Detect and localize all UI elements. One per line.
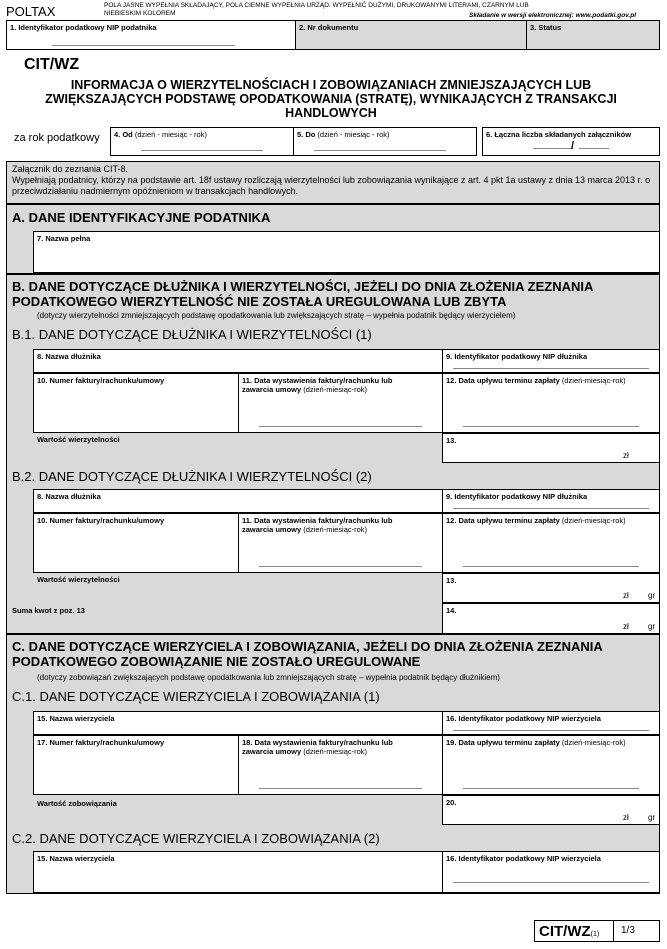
b2-zl: zł	[623, 591, 629, 600]
section-c-title: C. DANE DOTYCZĄCE WIERZYCIELA I ZOBOWIĄZANIA, JEŻELI DO DNIA ZŁOŻENIA ZEZNANIA PODATKOWEGO ZOBOWIĄZANIE NIE ZOSTAŁO UREGULOWANE	[12, 639, 603, 669]
footer-code: CIT/WZ	[539, 923, 591, 940]
b1-issue-date-field[interactable]	[238, 373, 443, 433]
b2-due-date-field[interactable]	[442, 513, 660, 573]
section-a-title: A. DANE IDENTYFIKACYJNE PODATNIKA	[12, 210, 271, 225]
sum-number: 14.	[446, 606, 457, 615]
section-a	[6, 204, 660, 274]
c1-title: C.1. DANE DOTYCZĄCE WIERZYCIELA I ZOBOWIĄZANIA (1)	[12, 689, 380, 704]
b1-invoice-no-field[interactable]	[33, 373, 239, 433]
b1-debtor-name-label: 8. Nazwa dłużnika	[37, 352, 101, 361]
b2-issue-date-field[interactable]	[238, 513, 443, 573]
sum-zl: zł	[623, 622, 629, 631]
year-label: za rok podatkowy	[14, 132, 100, 144]
brand: POLTAX	[6, 4, 56, 19]
c1-due-date-field[interactable]	[442, 735, 660, 795]
attachments-slash: /	[571, 140, 575, 152]
instructions: POLA JASNE WYPEŁNIA SKŁADAJĄCY, POLA CIEMNE WYPEŁNIA URZĄD. WYPEŁNIĆ DUŻYMI, DRUKOWANYMI LITERAMI, CZARNYM LUB NIEBIESKIM KOLOREM	[104, 2, 529, 17]
doc-no-field	[295, 20, 527, 50]
c1-gr: gr	[648, 813, 656, 822]
b2-debtor-name-label: 8. Nazwa dłużnika	[37, 492, 101, 501]
b2-due-date-label: 12. Data upływu terminu zapłaty	[446, 516, 560, 525]
date-from-hint: (dzień - miesiąc - rok)	[134, 130, 207, 139]
nip-field[interactable]	[6, 20, 296, 50]
footer-code-box	[534, 920, 660, 942]
full-name-label: 7. Nazwa pełna	[37, 234, 91, 243]
section-b-title: B. DANE DOTYCZĄCE DŁUŻNIKA I WIERZYTELNOŚCI, JEŻELI DO DNIA ZŁOŻENIA ZEZNANIA PODATKOWEGO WIERZYTELNOŚĆ NIE ZOSTAŁA UREGULOWANA LUB ZBYTA	[12, 279, 593, 309]
attachments-field[interactable]	[482, 127, 660, 156]
b2-debtor-nip-label: 9. Identyfikator podatkowy NIP dłużnika	[446, 492, 588, 501]
intro-line1: Załącznik do zeznania CIT-8.	[12, 164, 129, 174]
c1-invoice-no-label: 17. Numer faktury/rachunku/umowy	[37, 738, 165, 747]
attachments-label: 6. Łączna liczba składanych załączników	[486, 130, 632, 139]
b2-debtor-name-field[interactable]	[33, 489, 443, 513]
doc-no-label: 2. Nr dokumentu	[299, 23, 359, 32]
form-code: CIT/WZ	[24, 56, 80, 73]
section-c-subtitle: (dotyczy zobowiązań zwiększających podstawę opodatkowania lub zmniejszających stratę – wypełnia podatnik będący dłużnikiem)	[37, 673, 500, 682]
date-from-field[interactable]	[110, 127, 294, 156]
c2-title: C.2. DANE DOTYCZĄCE WIERZYCIELA I ZOBOWIĄZANIA (2)	[12, 831, 380, 846]
c1-due-date-label: 19. Data upływu terminu zapłaty	[446, 738, 560, 747]
b2-invoice-no-label: 10. Numer faktury/rachunku/umowy	[37, 516, 165, 525]
c2-creditor-nip-label: 16. Identyfikator podatkowy NIP wierzyciela	[446, 854, 601, 863]
c1-value-field[interactable]	[442, 795, 660, 825]
b1-debtor-nip-label: 9. Identyfikator podatkowy NIP dłużnika	[446, 352, 588, 361]
intro-line2: Wypełniają podatnicy, którzy na podstawie art. 18f ustawy rozliczają wierzytelności lub zobowiązania wynikające z art. 4 pkt 1a ustawy z dnia 13 marca 2013 r. o przeciwdziałaniu nadmiernym opóźnieniom w transakcjach handlowych.	[12, 175, 651, 196]
b1-value-label: Wartość wierzytelności	[37, 435, 120, 444]
c1-issue-date-label: 18. Data wystawienia faktury/rachunku lub zawarcia umowy	[242, 738, 393, 756]
date-to-label: 5. Do	[297, 130, 316, 139]
c2-creditor-nip-field[interactable]	[442, 851, 660, 893]
section-b-subtitle: (dotyczy wierzytelności zmniejszających podstawę opodatkowania lub zwiększających stratę – wypełnia podatnik będący wierzycielem)	[37, 311, 516, 320]
b2-value-field[interactable]	[442, 573, 660, 603]
c1-creditor-name-label: 15. Nazwa wierzyciela	[37, 714, 115, 723]
b1-debtor-nip-field[interactable]	[442, 349, 660, 373]
b2-title: B.2. DANE DOTYCZĄCE DŁUŻNIKA I WIERZYTELNOŚCI (2)	[12, 469, 372, 484]
sum-gr: gr	[648, 622, 656, 631]
c1-issue-date-hint: (dzień-miesiąc-rok)	[303, 747, 368, 756]
b1-due-date-hint: (dzień-miesiąc-rok)	[561, 376, 626, 385]
b1-invoice-no-label: 10. Numer faktury/rachunku/umowy	[37, 376, 165, 385]
b2-debtor-nip-field[interactable]	[442, 489, 660, 513]
c1-value-label: Wartość zobowiązania	[37, 799, 117, 808]
b2-issue-date-hint: (dzień-miesiąc-rok)	[303, 525, 368, 534]
b1-value-number: 13.	[446, 436, 457, 445]
c1-value-number: 20.	[446, 798, 457, 807]
nip-label: 1. Identyfikator podatkowy NIP podatnika	[10, 23, 157, 32]
date-to-field[interactable]	[293, 127, 477, 156]
b2-issue-date-label: 11. Data wystawienia faktury/rachunku lub zawarcia umowy	[242, 516, 393, 534]
c1-zl: zł	[623, 813, 629, 822]
date-from-label: 4. Od	[114, 130, 133, 139]
c1-creditor-nip-label: 16. Identyfikator podatkowy NIP wierzyciela	[446, 714, 601, 723]
c1-invoice-no-field[interactable]	[33, 735, 239, 795]
c1-creditor-name-field[interactable]	[33, 711, 443, 735]
footer-version: (1)	[590, 931, 600, 938]
footer-page: 1/3	[621, 925, 635, 936]
b1-due-date-field[interactable]	[442, 373, 660, 433]
b2-value-label: Wartość wierzytelności	[37, 575, 120, 584]
c1-issue-date-field[interactable]	[238, 735, 443, 795]
form-title: INFORMACJA O WIERZYTELNOŚCIACH I ZOBOWIĄZANIACH ZMNIEJSZAJĄCYCH LUB ZWIĘKSZAJĄCYCH PODSTAWĘ OPODATKOWANIA (STRATĘ), WYNIKAJĄCYCH Z TRANSAKCJI HANDLOWYCH	[45, 78, 617, 120]
b1-due-date-label: 12. Data upływu terminu zapłaty	[446, 376, 560, 385]
electronic-filing: Składanie w wersji elektronicznej: www.podatki.gov.pl	[469, 12, 636, 19]
b1-issue-date-label: 11. Data wystawienia faktury/rachunku lub zawarcia umowy	[242, 376, 393, 394]
status-field	[526, 20, 660, 50]
section-b	[6, 274, 660, 634]
b2-due-date-hint: (dzień-miesiąc-rok)	[561, 516, 626, 525]
sum-field[interactable]	[442, 603, 660, 634]
b1-zl: zł	[623, 451, 629, 460]
c2-creditor-name-label: 15. Nazwa wierzyciela	[37, 854, 115, 863]
b1-title: B.1. DANE DOTYCZĄCE DŁUŻNIKA I WIERZYTELNOŚCI (1)	[12, 327, 372, 342]
full-name-field[interactable]	[33, 231, 660, 273]
c1-due-date-hint: (dzień-miesiąc-rok)	[561, 738, 626, 747]
b2-invoice-no-field[interactable]	[33, 513, 239, 573]
b2-gr: gr	[648, 591, 656, 600]
c2-creditor-name-field[interactable]	[33, 851, 443, 893]
b1-issue-date-hint: (dzień-miesiąc-rok)	[303, 385, 368, 394]
date-to-hint: (dzień - miesiąc - rok)	[317, 130, 390, 139]
intro-box	[6, 161, 660, 204]
b1-value-field[interactable]	[442, 433, 660, 463]
b1-debtor-name-field[interactable]	[33, 349, 443, 373]
section-c	[6, 634, 660, 894]
status-label: 3. Status	[530, 23, 562, 32]
sum-label: Suma kwot z poz. 13	[12, 606, 85, 615]
b2-value-number: 13.	[446, 576, 457, 585]
c1-creditor-nip-field[interactable]	[442, 711, 660, 735]
